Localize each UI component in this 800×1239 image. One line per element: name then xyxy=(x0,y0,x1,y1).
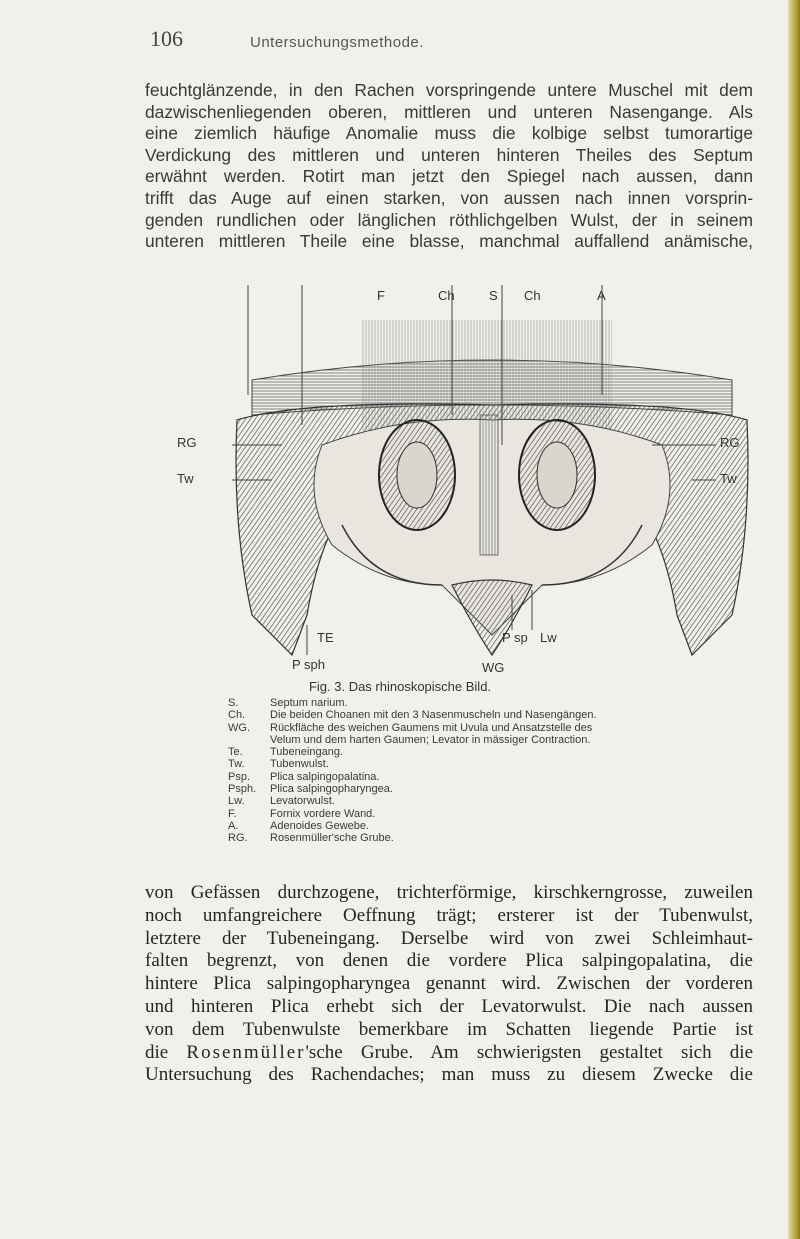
text-line: und hinteren Plica erhebt sich der Levatorwulst. Die nach aussen xyxy=(145,995,753,1017)
legend-abbr: RG. xyxy=(228,832,248,845)
legend-abbr: F. xyxy=(228,807,237,820)
label-wg: WG xyxy=(482,660,505,675)
figure-legend xyxy=(228,697,748,845)
paragraph-bottom xyxy=(145,882,753,1087)
legend-row xyxy=(228,783,748,795)
legend-abbr: Te. xyxy=(228,746,243,759)
legend-row xyxy=(228,709,748,721)
page-edge xyxy=(788,0,800,1239)
label-tw-right: Tw xyxy=(720,471,737,486)
text-line: unteren mittleren Theile eine blasse, manchmal auffallend anämische, xyxy=(145,231,753,252)
legend-row xyxy=(228,746,748,758)
text-line: Verdickung des mittleren und unteren hinteren Theiles des Septum xyxy=(145,144,753,165)
text-line: dazwischenliegenden oberen, mittleren und unteren Nasengange. Als xyxy=(145,101,753,122)
legend-text: Die beiden Choanen mit den 3 Nasenmuscheln und Nasengängen. xyxy=(270,709,597,722)
running-head xyxy=(150,26,750,62)
legend-row xyxy=(228,697,748,709)
text-line: noch umfangreichere Oeffnung trägt; ersterer ist der Tubenwulst, xyxy=(145,904,753,926)
legend-text: Adenoides Gewebe. xyxy=(270,819,370,832)
text-fragment: die xyxy=(145,1041,187,1063)
rhinoscopic-figure xyxy=(177,285,772,675)
legend-abbr: Tw. xyxy=(228,758,245,771)
legend-row xyxy=(228,820,748,832)
legend-abbr: A. xyxy=(228,819,239,832)
legend-text: Rückfläche des weichen Gaumens mit Uvula und Ansatzstelle des xyxy=(270,721,593,734)
label-rg-left: RG xyxy=(177,435,197,450)
label-te: TE xyxy=(317,630,334,645)
running-head-title: Untersuchungsmethode. xyxy=(250,34,424,51)
person-name: Rosenmüller xyxy=(186,1041,306,1063)
legend-row xyxy=(228,795,748,807)
rhinoscopic-illustration xyxy=(212,285,772,675)
label-psph: P sph xyxy=(292,657,326,672)
legend-text: Rosenmüller'sche Grube. xyxy=(270,832,394,845)
text-line: Untersuchung des Rachendaches; man muss zu diesem Zwecke die xyxy=(145,1064,753,1086)
text-line xyxy=(145,1042,753,1065)
label-s: S xyxy=(489,288,498,303)
text-fragment: 'sche Grube. Am schwierigsten gestaltet sich die xyxy=(305,1041,753,1063)
legend-row xyxy=(228,722,748,734)
legend-text: Fornix vordere Wand. xyxy=(270,807,376,820)
legend-text: Tubeneingang. xyxy=(270,746,343,759)
legend-text: Levatorwulst. xyxy=(270,795,335,808)
text-line: hintere Plica salpingopharyngea genannt wird. Zwischen der vorderen xyxy=(145,973,753,995)
label-ch-left: Ch xyxy=(438,288,455,303)
legend-row xyxy=(228,734,748,746)
text-line: trifft das Auge auf einen starken, von aussen nach innen vorsprin- xyxy=(145,187,753,208)
text-line: von Gefässen durchzogene, trichterförmige, kirschkerngrosse, zuweilen xyxy=(145,882,753,903)
label-tw-left: Tw xyxy=(177,471,194,486)
text-line: erwähnt werden. Rotirt man jetzt den Spiegel nach aussen, dann xyxy=(145,166,753,187)
legend-text: Tubenwulst. xyxy=(270,758,329,771)
label-f: F xyxy=(377,288,385,303)
legend-abbr: Psph. xyxy=(228,783,257,796)
legend-abbr: S. xyxy=(228,697,239,709)
text-line: eine ziemlich häufige Anomalie muss die kolbige selbst tumorartige xyxy=(145,123,753,144)
legend-text: Septum narium. xyxy=(270,697,348,709)
legend-abbr: WG. xyxy=(228,721,250,734)
legend-abbr: Lw. xyxy=(228,795,245,808)
legend-text: Velum und dem harten Gaumen; Levator in mässiger Contraction. xyxy=(270,733,591,746)
text-line: von dem Tubenwulste bemerkbare im Schatten liegende Partie ist xyxy=(145,1018,753,1040)
legend-row xyxy=(228,771,748,783)
text-line: feuchtglänzende, in den Rachen vorspringende untere Muschel mit dem xyxy=(145,80,753,100)
legend-abbr: Ch. xyxy=(228,709,246,722)
label-ch-right: Ch xyxy=(524,288,541,303)
label-psp: P sp xyxy=(502,630,528,645)
label-rg-right: RG xyxy=(720,435,740,450)
text-line: genden rundlichen oder länglichen röthlichgelben Wulst, der in seinem xyxy=(145,209,753,230)
legend-row xyxy=(228,758,748,770)
label-a: A xyxy=(597,288,606,303)
page-number: 106 xyxy=(150,26,183,51)
legend-row xyxy=(228,808,748,820)
legend-row xyxy=(228,832,748,844)
paragraph-top xyxy=(145,80,753,253)
legend-text: Plica salpingopharyngea. xyxy=(270,783,393,796)
figure-caption: Fig. 3. Das rhinoskopische Bild. xyxy=(308,679,492,694)
text-line: falten begrenzt, von denen die vordere Plica salpingopalatina, die xyxy=(145,950,753,972)
legend-abbr: Psp. xyxy=(228,770,251,783)
legend-text: Plica salpingopalatina. xyxy=(270,770,380,783)
legend-abbr xyxy=(228,734,270,746)
label-lw: Lw xyxy=(540,630,557,645)
text-line: letztere der Tubeneingang. Derselbe wird von zwei Schleimhaut- xyxy=(145,927,753,949)
